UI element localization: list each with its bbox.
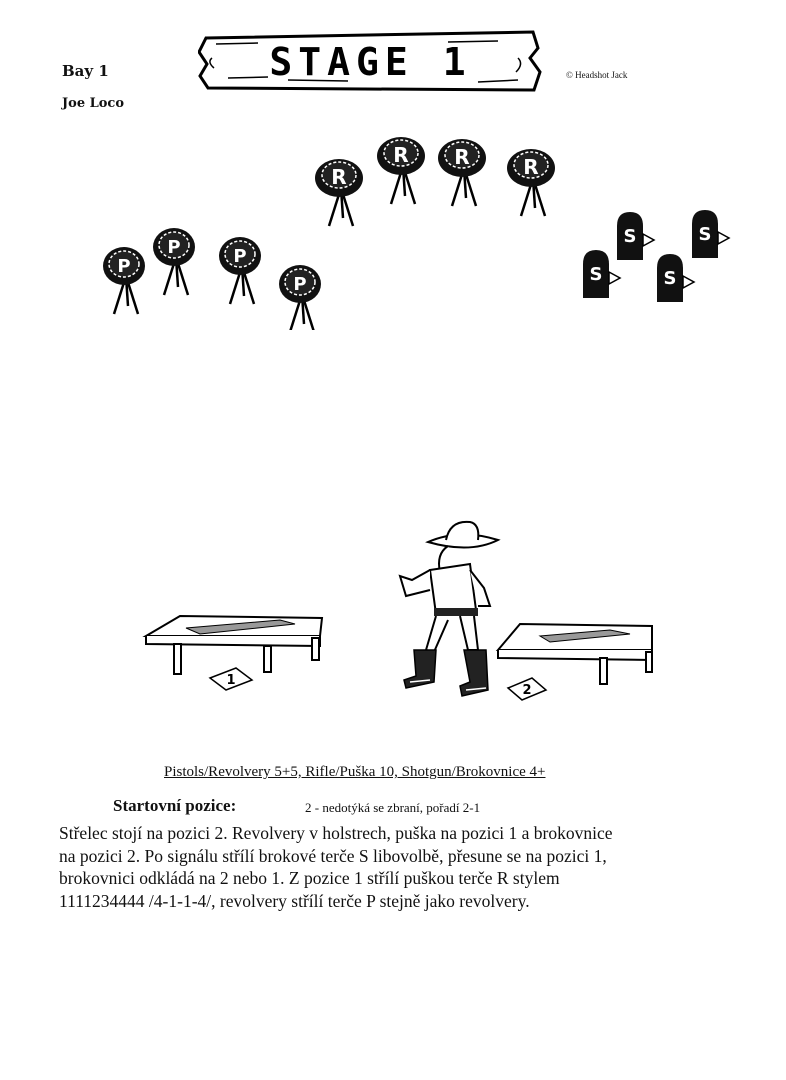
pistol-target [219,237,261,304]
shotgun-target [657,254,694,302]
ammo-requirements: Pistols/Revolvery 5+5, Rifle/Puška 10, Shotgun/Brokovnice 4+ [164,764,546,780]
svg-text:S: S [663,268,677,289]
pistol-target [279,265,321,330]
pistol-target [153,228,195,295]
svg-text:P: P [167,237,181,258]
svg-text:P: P [117,256,131,277]
svg-text:S: S [589,264,603,285]
rifle-target [507,149,555,216]
banner-title: STAGE 1 [269,40,472,84]
svg-text:R: R [523,155,539,179]
stage-name: Joe Loco [62,96,125,111]
stage-scene [130,510,670,710]
svg-text:R: R [454,145,470,169]
svg-text:P: P [293,274,307,295]
rifle-target [315,159,363,226]
table-1-icon [146,616,322,674]
stage-banner [198,28,543,96]
cowboy-shooter-icon [400,522,498,696]
start-position-note: 2 - nedotýká se zbraní, pořadí 2-1 [305,800,481,815]
table-2-icon [498,624,652,684]
start-position-label: Startovní pozice: [113,796,237,815]
position-2-marker [508,678,546,700]
bay-label: Bay 1 [62,62,109,80]
shotgun-target [617,212,654,260]
description-line: na pozici 2. Po signálu střílí brokové terče S libovolbě, přesune se na pozici 1, [59,845,607,866]
description-line: Střelec stojí na pozici 2. Revolvery v holstrech, puška na pozici 1 a brokovnice [59,823,613,843]
description-line: 1111234444 /4-1-1-4/, revolvery střílí terče P stejně jako revolvery. [59,890,530,911]
svg-text:S: S [623,226,637,247]
rifle-target [438,139,486,206]
svg-text:R: R [393,143,409,167]
stage-description [59,822,739,912]
rifle-target [377,137,425,204]
shotgun-target [692,210,729,258]
targets-layer [0,130,786,330]
svg-text:R: R [331,165,347,189]
shotgun-target [583,250,620,298]
svg-text:1: 1 [226,673,236,688]
description-line: brokovnici odkládá na 2 nebo 1. Z pozice 1 střílí puškou terče R stylem [59,868,560,888]
copyright: © Headshot Jack [566,70,628,80]
svg-text:S: S [698,224,712,245]
pistol-target [103,247,145,314]
position-1-marker [210,668,252,690]
svg-text:2: 2 [522,683,532,698]
svg-text:P: P [233,246,247,267]
